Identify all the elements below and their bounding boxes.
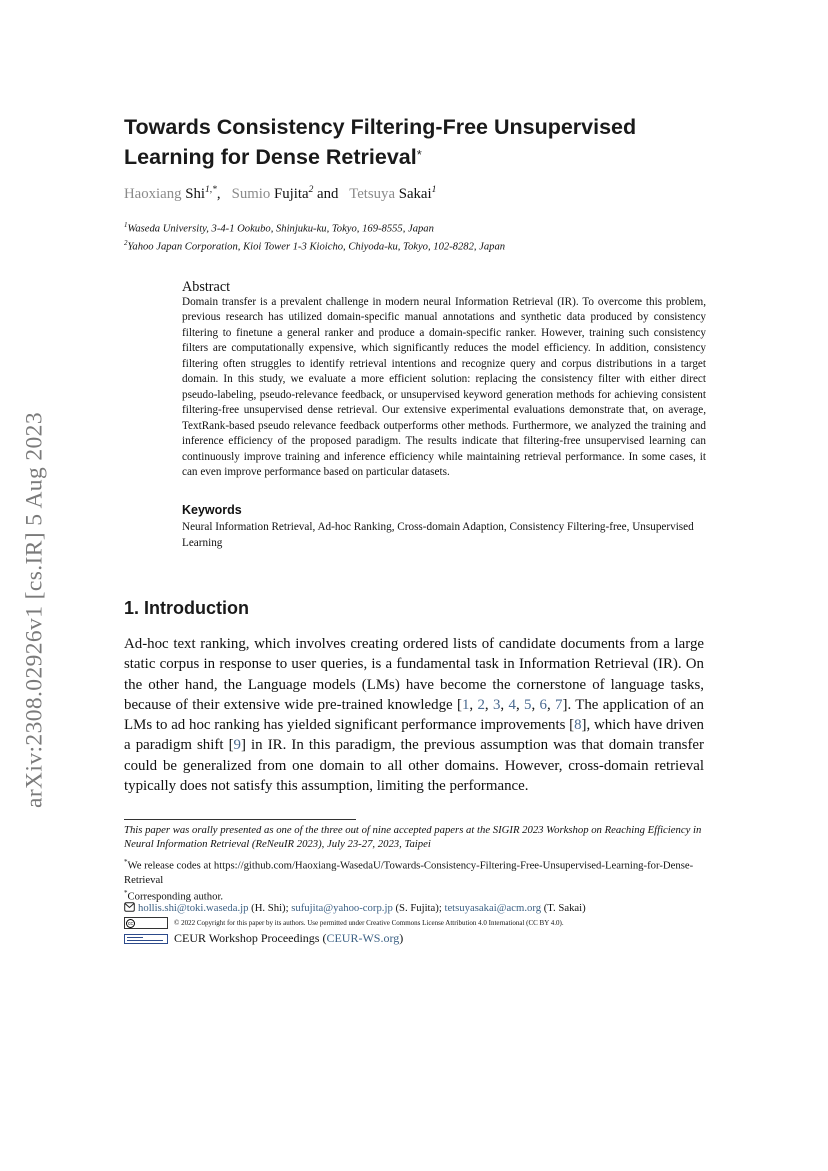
affiliation-1 xyxy=(124,221,434,235)
affiliation-text: Yahoo Japan Corporation, Kioi Tower 1-3 Kioicho, Chiyoda-ku, Tokyo, 102-8282, Japan xyxy=(127,241,506,253)
affiliation-text: Waseda University, 3-4-1 Ookubo, Shinjuku-ku, Tokyo, 169-8555, Japan xyxy=(127,223,434,235)
keywords-heading: Keywords xyxy=(182,503,242,517)
ceur-proceedings xyxy=(174,931,403,946)
ceur-logo-icon xyxy=(124,934,168,944)
introduction-paragraph: Ad-hoc text ranking, which involves creating ordered lists of candidate documents from a large static corpus in response to user queries, is a fundamental task in Information Retrieval (IR). On the other hand, the Language models (LMs) have become the cornerstone of language tasks, because of their extensive wide pre-trained knowledge [1, 2, 3, 4, 5, 6, 7]. The application of an LMs to ad hoc ranking has yielded significant performance improvements [8], which have driven a paradigm shift [9] in IR. In this paradigm, the previous assumption was that domain transfer could be generalized from one domain to all other domains. However, cross-domain retrieval typically does not satisfy this assumption, limiting the performance. xyxy=(124,636,704,795)
email-owner: (S. Fujita); xyxy=(392,902,445,914)
ceur-link[interactable]: CEUR-WS.org xyxy=(326,931,400,945)
intro-text: ], which have driven a paradigm shift [ xyxy=(124,717,704,754)
ceur-suffix: ) xyxy=(399,931,404,945)
author-separator: , xyxy=(216,185,228,202)
email-owner: (H. Shi); xyxy=(248,902,292,914)
arxiv-identifier: arXiv:2308.02926v1 [cs.IR] 5 Aug 2023 xyxy=(21,412,48,808)
email-link[interactable]: hollis.shi@toki.waseda.jp xyxy=(138,902,249,914)
footnote-code-text: We release codes at https://github.com/Haoxiang-WasedaU/Towards-Consistency-Filtering-Free-Unsupervised-Learning-for-Dense-Retrieval xyxy=(124,859,694,886)
citation-link[interactable]: 3 xyxy=(492,696,501,713)
author-last-name: Sakai xyxy=(398,185,432,202)
citation-link[interactable]: 8 xyxy=(574,717,582,734)
author-sup: 2 xyxy=(308,185,314,195)
author-last-name: Fujita xyxy=(274,185,309,202)
affiliation-sup: 1 xyxy=(124,221,128,229)
envelope-icon xyxy=(124,902,135,912)
intro-text: ]. The application of an LMs to ad hoc ranking has yielded significant performance improvements [ xyxy=(124,696,704,734)
affiliation-sup: 2 xyxy=(124,239,128,247)
author-sup: 1,* xyxy=(204,185,217,195)
abstract-text: Domain transfer is a prevalent challenge in modern neural Information Retrieval (IR). To overcome this problem, previous research has utilized domain-specific manual annotations and synthetic data produced by consistency filtering to finetune a general ranker and produce a domain-specific ranker. However, training such consistency filters are computationally expensive, which significantly reduces the model efficiency. In addition, consistency filtering often struggles to identify retrieval intentions and recognize query and corpus distributions in a target domain. In this study, we evaluate a more efficient solution: replacing the consistency filter with either direct pseudo-labeling, pseudo-relevance feedback, or unsupervised keyword generation methods for achieving consistent filtering-free unsupervised dense retrieval. Our extensive experimental evaluations demonstrate that, on average, TextRank-based pseudo relevance feedback outperforms other methods. Furthermore, we analyzed the training and inference efficiency of the proposed paradigm. The results indicate that filtering-free unsupervised learning can continuously improve training and inference efficiency while maintaining retrieval performance. In some cases, it can even improve performance based on particular datasets. xyxy=(182,296,706,478)
email-link[interactable]: tetsuyasakai@acm.org xyxy=(444,902,542,914)
footnote-corresponding-text: Corresponding author. xyxy=(127,890,224,903)
title-star: * xyxy=(416,147,422,162)
cc-by-license-icon xyxy=(124,917,168,929)
author-first-name: Sumio xyxy=(231,185,271,202)
paper-title xyxy=(124,112,724,172)
citation-link[interactable]: 6 xyxy=(539,696,547,713)
author-list xyxy=(124,185,436,203)
author-first-name: Haoxiang xyxy=(124,185,182,202)
citation-link[interactable]: 9 xyxy=(233,737,241,754)
footnote-code xyxy=(124,855,709,887)
footnote-emails xyxy=(124,901,709,915)
citation-link[interactable]: 1 xyxy=(461,696,470,713)
footnote-mark: * xyxy=(124,858,128,866)
copyright-notice: © 2022 Copyright for this paper by its authors. Use permitted under Creative Commons License Attribution 4.0 International (CC BY 4.0). xyxy=(174,919,564,927)
email-owner: (T. Sakai) xyxy=(541,902,586,914)
arxiv-sidebar xyxy=(10,375,60,845)
keywords-text: Neural Information Retrieval, Ad-hoc Ranking, Cross-domain Adaption, Consistency Filtering-free, Unsupervised Learning xyxy=(182,521,694,549)
cc-badge: cc xyxy=(128,920,133,927)
author-separator: and xyxy=(313,185,346,202)
author-first-name: Tetsuya xyxy=(349,185,396,202)
author-sup: 1 xyxy=(431,185,437,195)
email-link[interactable]: sufujita@yahoo-corp.jp xyxy=(291,902,393,914)
intro-text: ] in IR. In this paradigm, the previous assumption was that domain transfer could be generalized from one domain to all other domains. However, cross-domain retrieval typically does not satisfy this assumption, limiting the performance. xyxy=(124,737,704,795)
footnote-workshop: This paper was orally presented as one of the three out of nine accepted papers at the SIGIR 2023 Workshop on Reaching Efficiency in Neural Information Retrieval (ReNeuIR 2023), July 23-27, 2023, Taipei xyxy=(124,824,702,850)
intro-text: Ad-hoc text ranking, which involves creating ordered lists of candidate documents from a large static corpus in response to user queries, is a fundamental task in Information Retrieval (IR). On the other hand, the Language models (LMs) have become the cornerstone of language tasks, because of their extensive wide pre-trained knowledge [ xyxy=(124,636,704,713)
footnote-mark: * xyxy=(124,889,128,897)
footnote-rule xyxy=(124,819,356,820)
citation-link[interactable]: 7 xyxy=(555,696,563,713)
ceur-prefix: CEUR Workshop Proceedings ( xyxy=(174,931,327,945)
affiliation-2 xyxy=(124,239,505,253)
section-heading-introduction: 1. Introduction xyxy=(124,598,249,618)
author-last-name: Shi xyxy=(185,185,205,202)
citation-link[interactable]: 4 xyxy=(508,696,516,713)
abstract-heading: Abstract xyxy=(182,279,231,295)
citation-link[interactable]: 2 xyxy=(477,696,485,713)
title-text: Towards Consistency Filtering-Free Unsupervised Learning for Dense Retrieval xyxy=(124,115,637,169)
citation-link[interactable]: 5 xyxy=(524,696,532,713)
